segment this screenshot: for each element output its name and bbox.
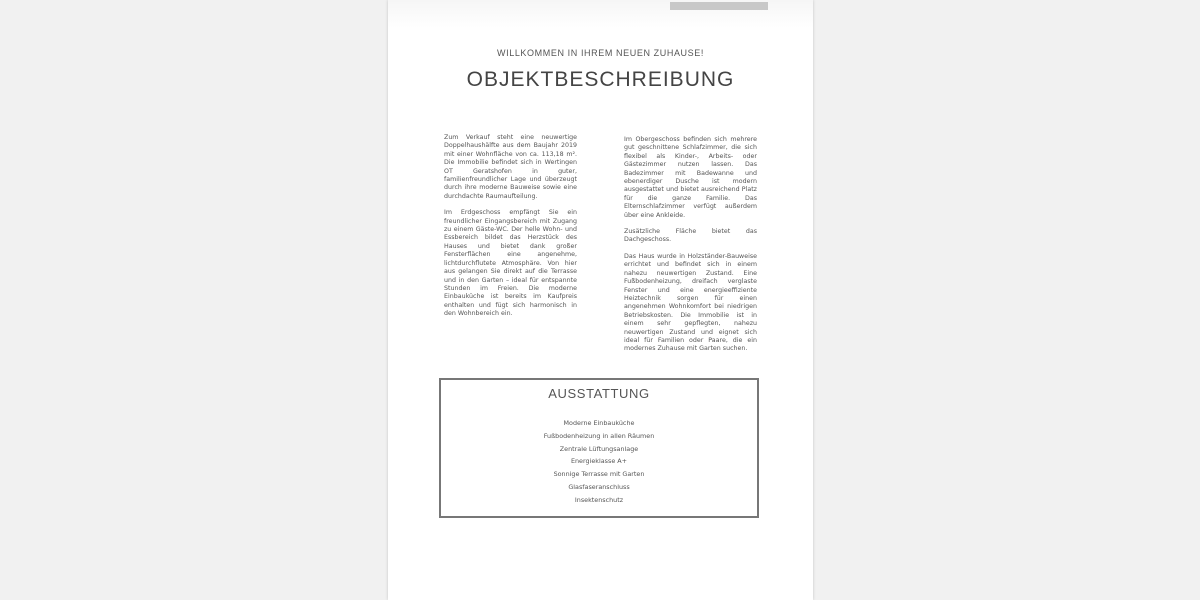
page-title: OBJEKTBESCHREIBUNG — [466, 68, 735, 91]
document-page — [388, 0, 813, 600]
feature-item: Insektenschutz — [574, 495, 624, 504]
features-list — [441, 417, 757, 507]
features-box — [439, 378, 759, 518]
feature-item: Energieklasse A+ — [570, 457, 628, 466]
features-title: AUSSTATTUNG — [548, 386, 650, 401]
description-paragraph: Zum Verkauf steht eine neuwertige Doppelhaushälfte aus dem Baujahr 2019 mit einer Wohnfläche von ca. 113,18 m². Die Immobilie befindet sich in Wertingen OT Geratshofen in guter, familienfreundlicher Lage und überzeugt durch ihre moderne Bauweise sowie eine durchdachte Raumaufteilung. — [444, 134, 577, 200]
description-paragraph: Zusätzliche Fläche bietet das Dachgeschoss. — [624, 228, 757, 244]
page-top-tab — [670, 2, 768, 10]
description-paragraph: Das Haus wurde in Holzständer-Bauweise errichtet und befindet sich in einem nahezu neuwertigen Zustand. Eine Fußbodenheizung, dreifach verglaste Fenster und eine energieeffiziente Heiztechnik sorgen für einen angenehmen Wohnkomfort bei niedrigen Betriebskosten. Die Immobilie ist in einem sehr gepflegten, nahezu neuwertigen Zustand und eignet sich ideal für Familien oder Paare, die ein modernes Zuhause mit Garten suchen. — [624, 252, 757, 353]
description-left-column — [444, 134, 577, 327]
description-right-column — [624, 136, 757, 362]
feature-item: Zentrale Lüftungsanlage — [559, 444, 639, 453]
feature-item: Sonnige Terrasse mit Garten — [553, 470, 645, 479]
feature-item: Glasfaseranschluss — [568, 482, 630, 491]
welcome-heading: WILLKOMMEN IN IHREM NEUEN ZUHAUSE! — [497, 48, 704, 58]
description-paragraph: Im Erdgeschoss empfängt Sie ein freundlicher Eingangsbereich mit Zugang zu einem Gäste-WC. Der helle Wohn- und Essbereich bildet das Herzstück des Hauses und bietet dank großer Fensterflächen eine angenehme, lichtdurchflutete Atmosphäre. Von hier aus gelangen Sie direkt auf die Terrasse und in den Garten – ideal für entspannte Stunden im Freien. Die moderne Einbauküche ist bereits im Kaufpreis enthalten und fügt sich harmonisch in den Wohnbereich ein. — [444, 209, 577, 318]
feature-item: Fußbodenheizung in allen Räumen — [543, 431, 655, 440]
feature-item: Moderne Einbauküche — [563, 419, 635, 427]
description-paragraph: Im Obergeschoss befinden sich mehrere gut geschnittene Schlafzimmer, die sich flexibel als Kinder-, Arbeits- oder Gästezimmer nutzen lassen. Das Badezimmer mit Badewanne und ebenerdiger Dusche ist modern ausgestattet und bietet ausreichend Platz für die ganze Familie. Das Elternschlafzimmer verfügt außerdem über eine Ankleide. — [624, 136, 757, 219]
